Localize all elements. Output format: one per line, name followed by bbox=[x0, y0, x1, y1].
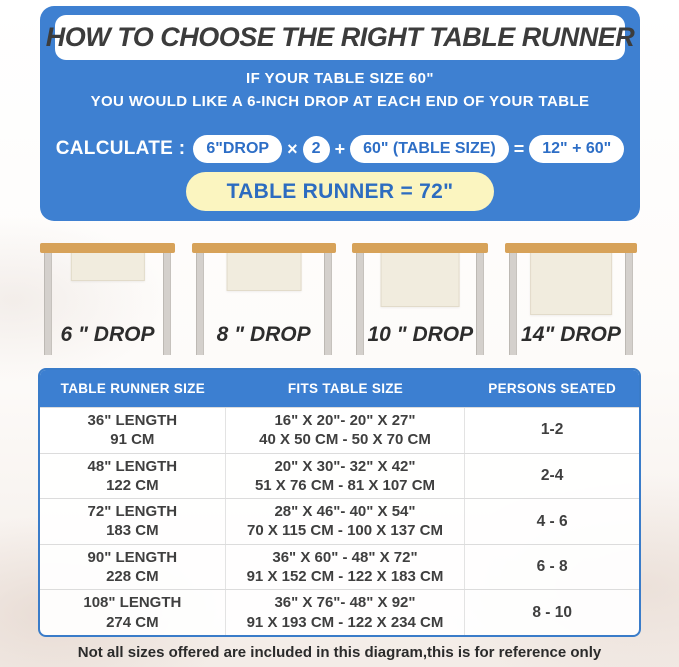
drop-label: 14" DROP bbox=[521, 323, 621, 346]
header-panel bbox=[40, 6, 640, 221]
fits-size-cm: 91 X 193 CM - 122 X 234 CM bbox=[246, 613, 444, 631]
fits-table-cell bbox=[226, 408, 466, 453]
table-figure-10-drop bbox=[352, 243, 488, 368]
fits-size-in: 20" X 30"- 32" X 42" bbox=[274, 457, 416, 475]
runner-size-cell bbox=[40, 545, 226, 590]
runner-length-in: 72" LENGTH bbox=[87, 503, 178, 521]
table-row bbox=[40, 498, 639, 544]
runner-length-cm: 122 CM bbox=[106, 476, 159, 494]
fits-size-cm: 70 X 115 CM - 100 X 137 CM bbox=[247, 522, 443, 540]
disclaimer-note: Not all sizes offered are included in this diagram,this is for reference only bbox=[77, 644, 602, 661]
column-header-runner-size: TABLE RUNNER SIZE bbox=[60, 381, 206, 396]
runner-length-cm: 228 CM bbox=[106, 568, 159, 586]
tabletop-illustration bbox=[505, 243, 637, 253]
persons-seated-cell: 6 - 8 bbox=[536, 558, 568, 576]
runner-length-cm: 91 CM bbox=[110, 431, 155, 449]
persons-seated-cell: 1-2 bbox=[540, 421, 564, 439]
table-size-pill: 60" (TABLE SIZE) bbox=[350, 135, 509, 163]
multiplier-badge: 2 bbox=[303, 136, 330, 163]
drop-label: 8 " DROP bbox=[216, 323, 311, 346]
runner-size-cell bbox=[40, 454, 226, 499]
fits-table-cell bbox=[226, 545, 466, 590]
fits-size-in: 36" X 60" - 48" X 72" bbox=[272, 548, 418, 566]
fits-table-cell bbox=[226, 454, 466, 499]
runner-length-in: 108" LENGTH bbox=[83, 594, 182, 612]
table-row bbox=[40, 589, 639, 635]
fits-size-cm: 40 X 50 CM - 50 X 70 CM bbox=[259, 431, 431, 449]
calculation-row bbox=[40, 132, 640, 166]
runner-total-pill: TABLE RUNNER = 72" bbox=[186, 172, 494, 211]
drop-label: 6 " DROP bbox=[60, 323, 155, 346]
fits-size-in: 36" X 76"- 48" X 92" bbox=[274, 594, 416, 612]
persons-seated-cell: 4 - 6 bbox=[536, 512, 568, 530]
runner-size-cell bbox=[40, 499, 226, 544]
fits-table-cell bbox=[226, 590, 466, 635]
table-row bbox=[40, 453, 639, 499]
tabletop-illustration bbox=[352, 243, 488, 253]
column-header-fits-table: FITS TABLE SIZE bbox=[287, 381, 404, 396]
fits-size-in: 28" X 46"- 40" X 54" bbox=[274, 503, 416, 521]
column-header-persons: PERSONS SEATED bbox=[488, 381, 616, 396]
runner-size-cell bbox=[40, 408, 226, 453]
persons-seated-cell: 2-4 bbox=[540, 466, 564, 484]
fits-table-cell bbox=[226, 499, 466, 544]
page-title: HOW TO CHOOSE THE RIGHT TABLE RUNNER bbox=[45, 22, 635, 52]
fits-size-in: 16" X 20"- 20" X 27" bbox=[274, 412, 416, 430]
times-operator: × bbox=[287, 138, 298, 159]
table-row bbox=[40, 544, 639, 590]
runner-length-cm: 183 CM bbox=[106, 522, 159, 540]
title-box bbox=[45, 15, 635, 60]
runner-illustration bbox=[530, 243, 612, 315]
persons-seated-cell: 8 - 10 bbox=[532, 603, 572, 621]
size-reference-table bbox=[38, 368, 641, 637]
fits-size-cm: 91 X 152 CM - 122 X 183 CM bbox=[246, 568, 444, 586]
table-row bbox=[40, 407, 639, 453]
runner-length-in: 48" LENGTH bbox=[87, 457, 178, 475]
calculate-label: CALCULATE : bbox=[55, 138, 186, 159]
subtitle-line-1: IF YOUR TABLE SIZE 60" bbox=[246, 70, 434, 87]
runner-length-in: 90" LENGTH bbox=[87, 548, 178, 566]
table-figure-14-drop bbox=[505, 243, 637, 368]
table-header-row bbox=[40, 370, 639, 407]
tabletop-illustration bbox=[40, 243, 175, 253]
drop-illustrations bbox=[40, 243, 637, 368]
runner-length-in: 36" LENGTH bbox=[87, 412, 178, 430]
runner-size-cell bbox=[40, 590, 226, 635]
fits-size-cm: 51 X 76 CM - 81 X 107 CM bbox=[254, 476, 436, 494]
drop-label: 10 " DROP bbox=[367, 323, 474, 346]
result-pill: 12" + 60" bbox=[529, 135, 624, 163]
table-figure-8-drop bbox=[192, 243, 336, 368]
equals-operator: = bbox=[513, 138, 525, 159]
plus-operator: + bbox=[334, 138, 346, 159]
subtitle-line-2: YOU WOULD LIKE A 6-INCH DROP AT EACH END OF YOUR TABLE bbox=[90, 93, 590, 110]
table-figure-6-drop bbox=[40, 243, 175, 368]
drop-value-pill: 6"DROP bbox=[193, 135, 282, 163]
tabletop-illustration bbox=[192, 243, 336, 253]
runner-length-cm: 274 CM bbox=[106, 613, 159, 631]
